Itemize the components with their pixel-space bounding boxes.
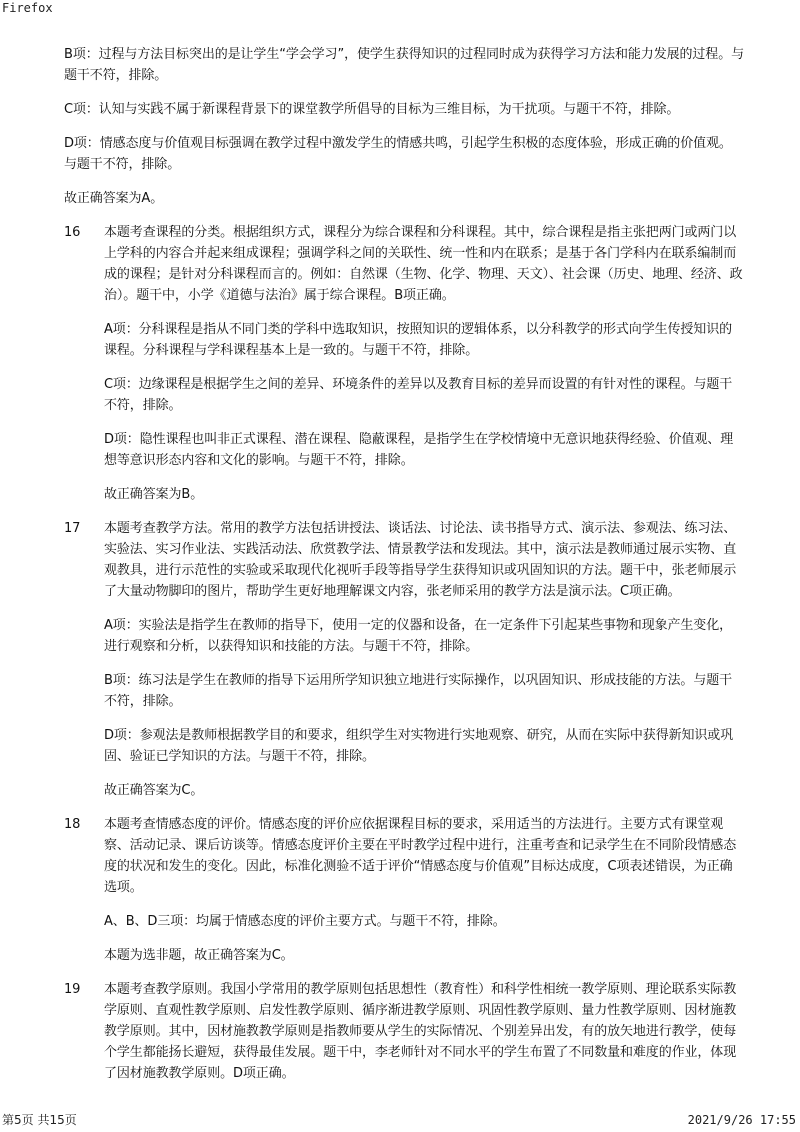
explanation-paragraph: 本题考查课程的分类。根据组织方式，课程分为综合课程和分科课程。其中，综合课程是指主张把两门或两门以上学科的内容合并起来组成课程；强调学科之间的关联性、统一性和内在联系；是基于各门学科内在联系编制而成的课程；是针对分科课程而言的。例如：自然课（生物、化学、物理、天文）、社会课（历史、地理、经济、政治）。题干中，小学《道德与法治》属于综合课程。B项正确。 [104, 225, 743, 303]
option-paragraph: D项：隐性课程也叫非正式课程、潜在课程、隐蔽课程，是指学生在学校情境中无意识地获得经验、价值观、理想等意识形态内容和文化的影响。与题干不符，排除。 [104, 432, 734, 468]
page-info: 第5页 共15页 [2, 1113, 77, 1127]
option-paragraph: C项：边缘课程是根据学生之间的差异、环境条件的差异以及教育目标的差异而设置的有针对性的课程。与题干不符，排除。 [104, 377, 733, 413]
question-number: 17 [64, 521, 81, 536]
question-body [104, 814, 744, 966]
question-19 [64, 979, 744, 1084]
option-paragraph: A项：实验法是指学生在教师的指导下，使用一定的仪器和设备，在一定条件下引起某些事物和现象产生变化，进行观察和分析，以获得知识和技能的方法。与题干不符，排除。 [104, 618, 732, 654]
intro-paragraph: B项：过程与方法目标突出的是让学生“学会学习”，使学生获得知识的过程同时成为获得学习方法和能力发展的过程。与题干不符，排除。 [64, 47, 744, 83]
intro-answer: 故正确答案为A。 [64, 191, 164, 206]
option-paragraph: D项：参观法是教师根据教学目的和要求，组织学生对实物进行实地观察、研究，从而在实际中获得新知识或巩固、验证已学知识的方法。与题干不符，排除。 [104, 728, 734, 764]
explanation-paragraph: 本题考查情感态度的评价。情感态度的评价应依据课程目标的要求，采用适当的方法进行。主要方式有课堂观察、活动记录、课后访谈等。情感态度评价主要在平时教学过程中进行，注重考查和记录学生在不同阶段情感态度的状况和发生的变化。因此，标准化测验不适于评价“情感态度与价值观”目标达成度，C项表述错误，为正确选项。 [104, 817, 737, 895]
intro-paragraph: D项：情感态度与价值观目标强调在教学过程中激发学生的情感共鸣，引起学生积极的态度体验，形成正确的价值观。与题干不符，排除。 [64, 136, 732, 172]
option-paragraph: B项：练习法是学生在教师的指导下运用所学知识独立地进行实际操作，以巩固知识、形成技能的方法。与题干不符，排除。 [104, 673, 733, 709]
question-number: 19 [64, 982, 81, 997]
answer-paragraph: 故正确答案为C。 [104, 783, 204, 798]
explanation-paragraph: 本题考查教学方法。常用的教学方法包括讲授法、谈话法、讨论法、读书指导方式、演示法、参观法、练习法、实验法、实习作业法、实践活动法、欣赏教学法、情景教学法和发现法。其中，演示法是教师通过展示实物、直观教具，进行示范性的实验或采取现代化视听手段等指导学生获得知识或巩固知识的方法。题干中，张老师展示了大量动物脚印的图片，帮助学生更好地理解课文内容，张老师采用的教学方法是演示法。C项正确。 [104, 521, 737, 599]
intro-section [64, 44, 744, 209]
answer-paragraph: 故正确答案为B。 [104, 487, 204, 502]
browser-title: Firefox [2, 1, 53, 15]
answer-paragraph: 本题为选非题，故正确答案为C。 [104, 948, 294, 963]
print-datetime: 2021/9/26 17:55 [687, 1113, 796, 1127]
intro-paragraph: C项：认知与实践不属于新课程背景下的课堂教学所倡导的目标为三维目标，为干扰项。与题干不符，排除。 [64, 102, 680, 117]
document-content [64, 44, 744, 1097]
question-16 [64, 222, 744, 505]
question-18 [64, 814, 744, 966]
question-body [104, 222, 744, 505]
question-body [104, 518, 744, 801]
option-paragraph: A、B、D三项：均属于情感态度的评价主要方式。与题干不符，排除。 [104, 914, 506, 929]
explanation-paragraph: 本题考查教学原则。我国小学常用的教学原则包括思想性（教育性）和科学性相统一教学原则、理论联系实际教学原则、直观性教学原则、启发性教学原则、循序渐进教学原则、巩固性教学原则、量力性教学原则、因材施教教学原则。其中，因材施教教学原则是指教师要从学生的实际情况、个别差异出发，有的放矢地进行教学，使每个学生都能扬长避短，获得最佳发展。题干中，李老师针对不同水平的学生布置了不同数量和难度的作业，体现了因材施教教学原则。D项正确。 [104, 982, 737, 1081]
question-number: 16 [64, 225, 81, 240]
option-paragraph: A项：分科课程是指从不同门类的学科中选取知识，按照知识的逻辑体系，以分科教学的形式向学生传授知识的课程。分科课程与学科课程基本上是一致的。与题干不符，排除。 [104, 322, 732, 358]
question-number: 18 [64, 817, 81, 832]
question-body [104, 979, 744, 1084]
question-17 [64, 518, 744, 801]
